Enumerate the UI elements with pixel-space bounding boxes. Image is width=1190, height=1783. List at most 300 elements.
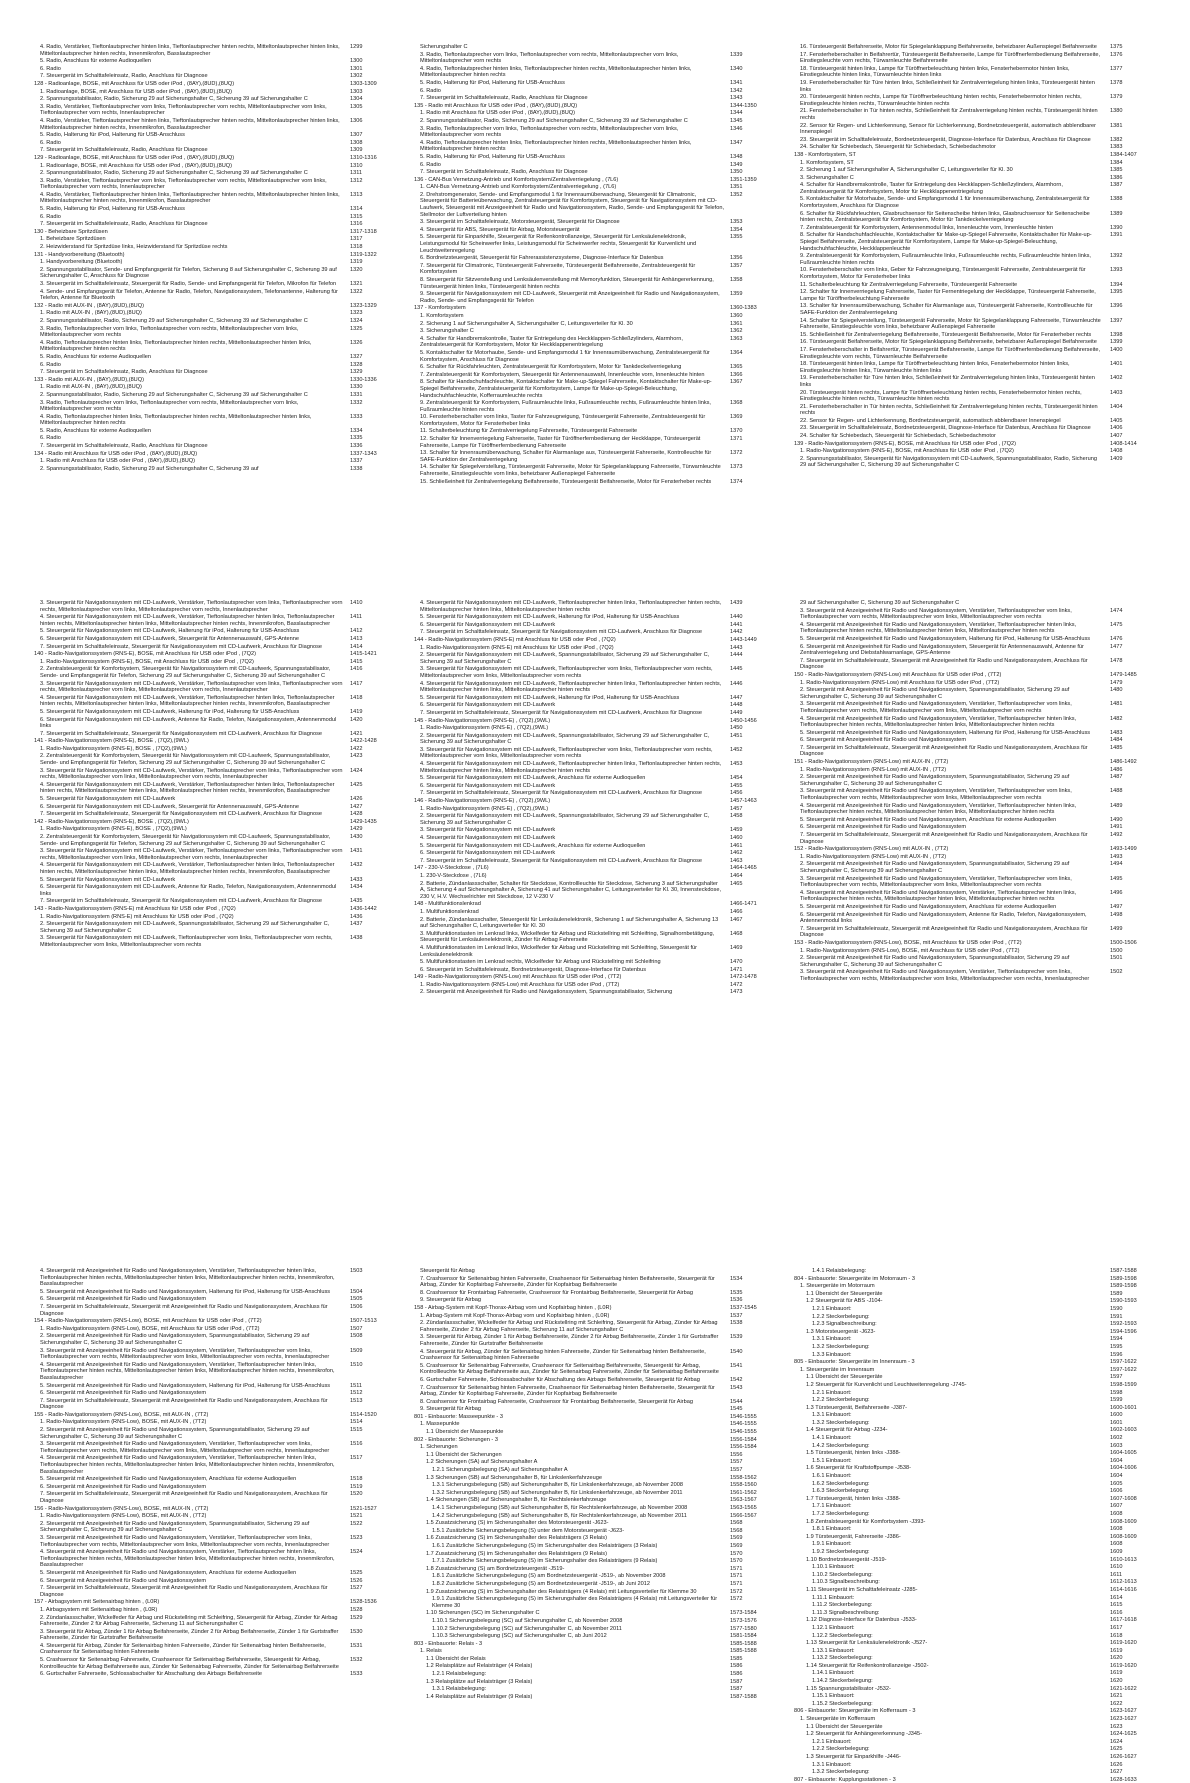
entry-title: 3. Radio, Verstärker, Tieftonlautsprecher vorn links, Tieftonlautsprecher vorn rechts, Mitteltonlautsprecher vorn links, Tieftonlautsprecher vorn rechts, Innenlautsprecher: [40, 177, 327, 191]
toc-entry: [414, 1686, 776, 1693]
entry-page-number: 1577-1580: [730, 1625, 757, 1632]
toc-band: [34, 44, 1156, 564]
entry-page-number: 1573-1584: [730, 1610, 757, 1617]
entry-title: 14. Schalter für Spiegelverstellung, Türsteuergerät Fahrerseite, Motor für Spiegelanklappung Fahrerseite, Türwarnleuchte Fahrerseite, Einstiegsleuchte vorn links, beheizbarer Außenspiegel Fahrerseite: [420, 464, 721, 478]
toc-section-entry: [34, 252, 396, 259]
entry-page-number: 1483: [1110, 729, 1123, 736]
entry-page-number: 1317-1318: [350, 228, 377, 235]
entry-title: 3. Radio, Verstärker, Tieftonlautsprecher vorn links, Tieftonlautsprecher vorn rechts, Mitteltonlautsprecher vorn links, Tieftonlautsprecher vorn rechts, Innenlautsprecher: [40, 103, 327, 117]
toc-section-entry: [414, 1305, 776, 1312]
toc-entry: [794, 418, 1156, 425]
toc-entry: [34, 804, 396, 811]
toc-entry: [794, 1769, 1156, 1776]
entry-title: 807 - Einbauorte: Kupplungsstationen - 3: [794, 1776, 896, 1783]
toc-entry: [414, 710, 776, 717]
entry-page-number: 1429-1435: [350, 818, 377, 825]
entry-page-number: 1571: [730, 1580, 743, 1587]
entry-title: 6. Schalter für Rückfahrleuchten, Glasbruchsensor für Seitenscheibe hinten links, Glasbruchsensor für Seitenscheibe hinten rechts, Zentralsteuergerät für Komfortsystem, Motor für Tankdeckelverriegelung: [800, 210, 1090, 224]
entry-title: 1.9 Türsteuergerät, Fahrerseite -J386-: [806, 1533, 901, 1540]
entry-title: 3. Steuergerät für Navigationssystem mit CD-Laufwerk, Verstärker, Tieftonlautsprecher vorn links, Tieftonlautsprecher vorn rechts, Mitteltonlautsprecher vorn links, Mitteltonlautsprecher vorn rechts, Innenlautsprecher: [40, 600, 343, 613]
entry-page-number: 1600-1601: [1110, 1404, 1137, 1411]
toc-entry: [794, 282, 1156, 289]
entry-title: 1.2.1 Einbauort:: [812, 1389, 852, 1396]
entry-page-number: 1423: [350, 753, 363, 760]
toc-entry: [414, 1566, 776, 1573]
entry-title: 8. Schalter für Handschuhfachleuchte, Kontaktschalter für Make-up-Spiegel Fahrerseite, Kontaktschalter für Make-up-Spiegel Beifahrerseite, Zentralsteuergerät für Komfortsystem, Lampe für Make-up-Spiegel-Beleuchtung, Handschuhfachleuchte, Heckklappenleuchte: [800, 232, 1092, 252]
entry-page-number: 1625: [1110, 1746, 1123, 1753]
entry-title: 6. Steuergerät für Navigationssystem mit CD-Laufwerk, Antenne für Radio, Telefon, Navigationssystem, Antennenmodul links: [40, 716, 337, 730]
entry-title: 6. Steuergerät im Schalttafeleinsatz, Bordnetzsteuergerät, Diagnose-Interface für Datenbus: [420, 966, 647, 973]
toc-entry: [34, 1535, 396, 1548]
entry-title: 806 - Einbauorte: Steuergeräte im Kofferraum - 3: [794, 1708, 916, 1715]
entry-title: 1.5 Zusatzsicherung (S) im Sicherungshalter des Motorsteuergerät -J623-: [426, 1520, 609, 1527]
entry-title: 1. Radio mit AUX-IN , (8AY),(8UD),(8UQ): [40, 310, 142, 317]
toc-entry: [34, 1671, 396, 1678]
toc-entry: [34, 636, 396, 643]
entry-page-number: 1586: [730, 1663, 743, 1670]
toc-entry: [34, 914, 396, 921]
toc-entry: [794, 1663, 1156, 1670]
entry-page-number: 1360: [730, 312, 743, 319]
entry-title: 1. Massepunkte: [420, 1421, 460, 1428]
toc-entry: [414, 66, 776, 79]
entry-page-number: 1525: [350, 1569, 363, 1576]
toc-entry: [414, 321, 776, 328]
entry-title: 6. Steuergerät für Navigationssystem mit CD-Laufwerk: [420, 621, 556, 628]
toc-entry: [794, 361, 1156, 374]
toc-entry: [34, 140, 396, 147]
entry-page-number: 1371: [730, 436, 743, 443]
toc-entry: [414, 291, 776, 304]
toc-entry: [794, 1473, 1156, 1480]
toc-entry: [414, 192, 776, 218]
toc-entry: [794, 44, 1156, 51]
entry-title: 1. 230-V-Steckdose , (7L6): [420, 872, 487, 879]
toc-entry: [414, 1475, 776, 1482]
toc-entry: [414, 1528, 776, 1535]
entry-title: 1. Radio mit Anschluss für USB oder iPod , (8AY),(8UD),(8UQ): [420, 110, 576, 117]
toc-entry: [34, 600, 396, 613]
toc-entry: [414, 1467, 776, 1474]
entry-page-number: 1541: [730, 1362, 743, 1369]
entry-page-number: 1429: [350, 826, 363, 833]
toc-entry: [414, 1505, 776, 1512]
toc-entry: [34, 834, 396, 847]
entry-page-number: 1351: [730, 184, 743, 191]
toc-entry: [414, 313, 776, 320]
entry-title: Steuergerät für Airbag: [420, 1268, 475, 1274]
entry-page-number: 1505: [350, 1296, 363, 1303]
entry-page-number: 1626-1627: [1110, 1754, 1137, 1760]
entry-page-number: 1466-1471: [730, 901, 757, 908]
entry-title: 5. Radio, Anschluss für externe Audioquellen: [40, 427, 152, 434]
entry-page-number: 1338: [350, 465, 363, 472]
entry-page-number: 1587-1588: [1110, 1268, 1137, 1274]
entry-page-number: 1380: [1110, 108, 1123, 115]
entry-page-number: 1360-1383: [730, 305, 757, 312]
entry-page-number: 1436-1442: [350, 905, 377, 912]
toc-entry: [34, 163, 396, 170]
entry-page-number: 1401: [1110, 361, 1123, 368]
toc-entry: [794, 1503, 1156, 1510]
entry-page-number: 1614: [1110, 1594, 1123, 1601]
toc-entry: [794, 1670, 1156, 1677]
entry-title: 2. Spannungsstabilisator, Sende- und Empfangsgerät für Telefon, Sicherung 8 auf Sicherungshalter C, Sicherung 39 auf Sicherungshalter C, Anschluss für Diagnose: [40, 266, 337, 280]
entry-page-number: 1539: [730, 1334, 743, 1341]
entry-title: 139 - Radio-Navigationssystem (RNS-E), BOSE, mit Anschluss für USB oder iPod , (7Q2): [794, 440, 1016, 447]
entry-page-number: 1557: [730, 1459, 743, 1466]
entry-title: 1.3.1 Sicherungsbelegung (SB) auf Sicherungshalter B, für Linkslenkerfahrzeuge, ab November 2008: [432, 1482, 683, 1489]
entry-page-number: 1504: [350, 1288, 363, 1295]
toc-entry: [34, 1348, 396, 1361]
toc-entry: [794, 196, 1156, 209]
entry-page-number: 1361: [730, 320, 743, 327]
entry-title: 11. Schalterbeleuchtung für Zentralverriegelung Fahrerseite, Türsteuergerät Fahrerseite: [420, 428, 638, 435]
toc-entry: [34, 717, 396, 730]
toc-entry: [794, 175, 1156, 182]
entry-page-number: 1604-1606: [1110, 1465, 1137, 1472]
entry-title: 4. Steuergerät mit Anzeigeeinheit für Radio und Navigationssystem, Verstärker, Tieftonlautsprecher hinten links, Tieftonlautsprecher hinten rechts, Mitteltonlautsprecher hinten links, Mitteltonlautsprecher hinten rechts, Innenmikrofon, Basslautsprecher: [40, 1361, 335, 1381]
entry-page-number: 1415-1421: [350, 651, 377, 658]
toc-entry: [34, 236, 396, 243]
entry-title: 2. Zündanlassschalter, Wickelfeder für Airbag und Rückstellring mit Schleifring, Steuergerät für Airbag, Zünder für Airbag Fahrerseite, Zünder 2 für Airbag Fahrerseite, Sicherung 11 auf Sicherungshalter C: [40, 1614, 338, 1628]
entry-page-number: 1319: [350, 259, 363, 266]
toc-entry: [34, 1326, 396, 1333]
entry-title: 5. Radio, Halterung für iPod, Halterung für USB-Anschluss: [420, 153, 565, 160]
entry-title: 149 - Radio-Navigationssystem (RNS-Low) mit Anschluss für USB oder iPod , (7T2): [414, 974, 622, 981]
entry-title: 5. Steuergerät mit Anzeigeeinheit für Radio und Navigationssystem, Halterung für iPod, Halterung für USB-Anschluss: [40, 1288, 331, 1295]
entry-title: 22. Sensor für Regen- und Lichterkennung, Bordnetzsteuergerät, automatisch abblendbarer Innenspiegel: [800, 417, 1061, 424]
entry-title: 16. Türsteuergerät Beifahrerseite, Motor für Spiegelanklappung Beifahrerseite, beheizbarer Außenspiegel Beifahrerseite: [800, 339, 1097, 346]
entry-page-number: 1597-1622: [1110, 1366, 1137, 1373]
toc-entry: [414, 1490, 776, 1497]
toc-section-entry: [794, 1708, 1156, 1715]
entry-title: 1.14.1 Einbauort:: [812, 1670, 855, 1677]
entry-page-number: 1468: [730, 930, 743, 937]
entry-page-number: 1301: [350, 65, 363, 72]
entry-page-number: 1470: [730, 959, 743, 966]
entry-page-number: 1506: [350, 1303, 363, 1310]
toc-entry: [414, 1648, 776, 1655]
toc-section-entry: [414, 1641, 776, 1648]
entry-title: 1.7.1 Einbauort:: [812, 1503, 852, 1510]
entry-page-number: 1537-1545: [730, 1304, 757, 1311]
entry-title: 4. Steuergerät für Navigationssystem mit CD-Laufwerk, Verstärker, Tieftonlautsprecher hinten links, Tieftonlautsprecher hinten rechts, Mitteltonlautsprecher hinten links, Mitteltonlautsprecher hinten rechts, Innenmikrofon, Basslautsprecher: [40, 781, 335, 795]
entry-title: 3. Steuergerät für Navigationssystem mit CD-Laufwerk: [420, 827, 556, 834]
entry-page-number: 1386: [1110, 174, 1123, 181]
entry-title: 1.7.2 Steckerbelegung:: [812, 1511, 870, 1517]
toc-entry: [34, 281, 396, 288]
toc-entry: [794, 1557, 1156, 1564]
entry-title: 22. Sensor für Regen- und Lichterkennung, Sensor für Lichterkennung, Bordnetzsteuergerät, automatisch abblendbarer Innenspiegel: [800, 122, 1097, 136]
toc-entry: [34, 214, 396, 221]
toc-entry: [34, 1491, 396, 1504]
toc-entry: [414, 1399, 776, 1406]
entry-title: 21. Fensterheberschalter in Tür hinten rechts, Schließeinheit für Zentralverriegelung hinten rechts, Türsteuergerät hinten rechts: [800, 403, 1098, 417]
toc-entry: [414, 790, 776, 797]
toc-entry: [414, 806, 776, 813]
toc-entry: [794, 1405, 1156, 1412]
toc-entry: [34, 1427, 396, 1440]
entry-title: 5. Steuergerät mit Anzeigeeinheit für Radio und Navigationssystem, Anschluss für externe Audioquellen: [800, 816, 1057, 823]
entry-page-number: 1422: [350, 745, 363, 752]
toc-entry: [794, 1648, 1156, 1655]
entry-title: 3. Sicherungshalter C: [800, 174, 854, 181]
toc-entry: [794, 1435, 1156, 1442]
entry-title: 29 auf Sicherungshalter C, Sicherung 39 auf Sicherungshalter C: [800, 600, 960, 606]
entry-page-number: 1406: [1110, 425, 1123, 432]
entry-title: 1.8 Zusatzsicherung (S) am Bordnetzsteuergerät -J519-: [426, 1565, 565, 1572]
toc-entry: [34, 392, 396, 399]
entry-page-number: 1591: [1110, 1313, 1123, 1320]
entry-title: 150 - Radio-Navigationssystem (RNS-Low) mit Anschluss für USB oder iPod , (7T2): [794, 671, 1002, 678]
entry-title: 132 - Radio mit AUX-IN , (8AY),(8UD),(8UQ): [34, 302, 144, 309]
entry-page-number: 1451: [730, 732, 743, 739]
entry-title: 5. Steuergerät für Navigationssystem mit CD-Laufwerk: [40, 876, 176, 883]
toc-entry: [414, 850, 776, 857]
entry-page-number: 1455: [730, 782, 743, 789]
toc-entry: [794, 716, 1156, 729]
toc-entry: [34, 746, 396, 753]
entry-page-number: 1339: [730, 51, 743, 58]
entry-title: 1.6 Zusatzsicherung (S) im Sicherungshalter des Relaisträgers (3 Relais): [426, 1535, 607, 1542]
entry-page-number: 1337: [350, 458, 363, 465]
entry-title: 1. Steuergeräte im Kofferraum: [800, 1716, 876, 1723]
entry-page-number: 1607: [1110, 1503, 1123, 1510]
entry-page-number: 1366: [730, 371, 743, 378]
entry-title: 1. Radio-Navigationssystem (RNS-E), BOSE , (7Q2),(9WL): [40, 826, 187, 833]
entry-title: 3. Steuergerät für Navigationssystem mit CD-Laufwerk, Tieftonlautsprecher vorn links, Tieftonlautsprecher vorn rechts, Mitteltonlautsprecher vorn links, Mitteltonlautsprecher vorn rechts: [40, 935, 333, 948]
toc-entry: [794, 730, 1156, 737]
entry-title: 3. Steuergerät für Navigationssystem mit CD-Laufwerk, Tieftonlautsprecher vorn links, Tieftonlautsprecher vorn rechts, Mitteltonlautsprecher vorn links, Mitteltonlautsprecher vorn rechts: [420, 666, 713, 679]
entry-title: 1.4.1 Einbauort:: [812, 1435, 852, 1442]
toc-entry: [794, 600, 1156, 607]
toc-entry: [34, 753, 396, 766]
entry-page-number: 1601: [1110, 1419, 1123, 1426]
entry-title: 1. Radio-Navigationssystem (RNS-Low) mit Anschluss für USB oder iPod , (7T2): [420, 981, 620, 988]
entry-title: 6. Radio: [40, 213, 61, 220]
entry-title: 4. Radio, Verstärker, Tieftonlautsprecher hinten links, Tieftonlautsprecher hinten rechts, Mitteltonlautsprecher hinten links, Mitteltonlautsprecher hinten rechts, Innenmikrofon, Basslautsprecher: [40, 191, 340, 205]
entry-title: 11. Schalterbeleuchtung für Zentralverriegelung Fahrerseite, Türsteuergerät Fahrerseite: [800, 281, 1018, 288]
toc-entry: [794, 347, 1156, 360]
entry-title: 153 - Radio-Navigationssystem (RNS-Low), BOSE, mit Anschluss für USB oder iPod , (7T2): [794, 939, 1022, 946]
entry-page-number: 1610-1613: [1110, 1556, 1137, 1563]
entry-title: 1.15 Spannungsstabilisator -J532-: [806, 1685, 891, 1692]
toc-entry: [34, 681, 396, 694]
toc-entry: [794, 1390, 1156, 1397]
toc-entry: [414, 379, 776, 399]
entry-title: 1.12.1 Einbauort:: [812, 1624, 855, 1631]
toc-entry: [414, 1421, 776, 1428]
entry-page-number: 1300: [350, 58, 363, 65]
entry-title: 1.6.3 Steckerbelegung:: [812, 1488, 870, 1495]
toc-entry: [414, 414, 776, 427]
entry-title: 7. Steuergerät im Schalttafeleinsatz, Radio, Anschluss für Diagnose: [40, 221, 208, 228]
entry-title: 5. Radio, Halterung für iPod, Halterung für USB-Anschluss: [40, 132, 185, 139]
entry-title: 136 - CAN-Bus Vernetzung-Antrieb und Komfortsystem/Zentralverriegelung , (7L6): [414, 176, 619, 183]
toc-entry: [794, 955, 1156, 968]
entry-title: 1.2.1 Einbauort:: [812, 1738, 852, 1745]
entry-page-number: 1514-1520: [350, 1411, 377, 1418]
entry-title: 4. Radio, Verstärker, Tieftonlautsprecher hinten links, Tieftonlautsprecher hinten rechts, Mitteltonlautsprecher hinten links, Mitteltonlautsprecher hinten rechts, Innenmikrofon, Basslautsprecher: [40, 44, 340, 57]
entry-page-number: 1586: [730, 1671, 743, 1678]
entry-page-number: 1513: [350, 1397, 363, 1404]
entry-page-number: 1476: [1110, 635, 1123, 642]
entry-title: 1.6 Steuergerät für Kraftstoffpumpe -J538-: [806, 1465, 911, 1472]
entry-title: 2. Steuergerät mit Anzeigeeinheit für Radio und Navigationssystem, Spannungsstabilisator, Sicherung 29 auf Sicherungshalter C, Sicherung 39 auf Sicherungshalter C: [40, 1333, 310, 1346]
entry-page-number: 1472: [730, 981, 743, 988]
toc-entry: [34, 221, 396, 228]
entry-title: 7. Zentralsteuergerät für Komfortsystem, Antennenmodul links, Innenleuchte vorn, Innenleuchte hinten: [800, 224, 1054, 231]
entry-page-number: 1320: [350, 266, 363, 273]
toc-entry: [34, 435, 396, 442]
entry-page-number: 1623: [1110, 1723, 1123, 1730]
entry-page-number: 1450: [730, 725, 743, 732]
toc-entry: [34, 614, 396, 627]
entry-title: 3. Multifunktionstasten im Lenkrad links, Wickelfeder für Airbag und Rückstellring mit Schleifring, Signalhornbetätigung, Steuergerät für Lenksäulenelektronik, Zünder für Airbag Fahrerseite: [420, 930, 715, 944]
toc-section-entry: [34, 819, 396, 826]
toc-entry: [794, 1298, 1156, 1305]
toc-section-entry: [794, 1777, 1156, 1783]
entry-title: 5. Steuergerät für Navigationssystem mit CD-Laufwerk, Halterung für iPod, Halterung für USB-Anschluss: [40, 628, 300, 635]
toc-entry: [34, 666, 396, 679]
toc-entry: [794, 448, 1156, 455]
entry-page-number: 1436: [350, 913, 363, 920]
entry-page-number: 1410: [350, 600, 363, 606]
entry-title: 138 - Komfortsystem, ST: [794, 151, 856, 158]
entry-page-number: 1432: [350, 862, 363, 869]
toc-section-entry: [794, 846, 1156, 853]
toc-entry: [794, 1511, 1156, 1518]
entry-title: 4. Schalter für Handbremskontrolle, Taster für Entriegelung des Heckklappen-Schließzylinders, Alarmhorn, Zentralsteuergerät für Komfortsystem, Motor für Heckklappenentriegelung: [420, 335, 683, 349]
toc-entry: [794, 1519, 1156, 1526]
toc-entry: [414, 255, 776, 262]
toc-entry: [34, 1484, 396, 1491]
toc-section-entry: [794, 441, 1156, 448]
entry-title: 8. Schalter für Handschuhfachleuchte, Kontaktschalter für Make-up-Spiegel Fahrerseite, Kontaktschalter für Make-up-Spiegel Beifahrerseite, Zentralsteuergerät für Komfortsystem, Lampe für Make-up-Spiegel-Beleuchtung, Handschuhfachleuchte, Kofferraumleuchte rechts: [420, 379, 712, 399]
toc-entry: [34, 644, 396, 651]
toc-entry: [414, 835, 776, 842]
toc-section-entry: [794, 1359, 1156, 1366]
toc-entry: [34, 310, 396, 317]
entry-title: 7. Steuergerät im Schalttafeleinsatz, Steuergerät mit Anzeigeeinheit für Radio und Navigationssystem, Anschluss für Diagnose: [800, 657, 1088, 671]
entry-page-number: 1620: [1110, 1678, 1123, 1685]
entry-page-number: 1345: [730, 117, 743, 124]
toc-section-entry: [414, 901, 776, 908]
entry-title: 7. Steuergerät im Schalttafeleinsatz, Steuergerät mit Anzeigeeinheit für Radio und Navigationssystem, Anschluss für Diagnose: [800, 744, 1088, 758]
entry-title: 2. Zündanlassschalter, Wickelfeder für Airbag und Rückstellring mit Schleifring, Steuergerät für Airbag, Zünder für Airbag Fahrerseite, Zünder 2 für Airbag Fahrerseite, Sicherung 11 auf Sicherungshalter C: [420, 1320, 718, 1333]
entry-title: 5. Steuergerät für Navigationssystem mit CD-Laufwerk: [40, 796, 176, 803]
entry-title: 1.10 Bordnetzsteuergerät -J519-: [806, 1556, 887, 1563]
toc-entry: [34, 118, 396, 131]
entry-page-number: 1608: [1110, 1541, 1123, 1548]
entry-page-number: 1302: [350, 73, 363, 80]
toc-entry: [794, 1458, 1156, 1465]
entry-title: 7. Steuergerät im Schalttafeleinsatz, Steuergerät für Navigationssystem mit CD-Laufwerk, Anschluss für Diagnose: [40, 811, 322, 818]
entry-page-number: 1299: [350, 44, 363, 50]
entry-title: 148 - Multifunktionslenkrad: [414, 901, 481, 908]
entry-title: 7. Steuergerät im Schalttafeleinsatz, Steuergerät mit Anzeigeeinheit für Radio und Navigationssystem, Anschluss für Diagnose: [40, 1303, 328, 1317]
toc-entry: [34, 147, 396, 154]
entry-title: 143 - Radio-Navigationssystem (RNS-E) mit Anschluss für USB oder iPod , (7Q2): [34, 905, 236, 912]
entry-title: 21. Fensterheberschalter in Tür hinten rechts, Schließeinheit für Zentralverriegelung hinten rechts, Türsteuergerät hinten rechts: [800, 108, 1098, 121]
entry-page-number: 1327: [350, 353, 363, 360]
entry-page-number: 1377: [1110, 65, 1123, 72]
toc-entry: [34, 862, 396, 875]
toc-entry: [414, 464, 776, 477]
entry-page-number: 1373: [730, 464, 743, 471]
entry-title: 1. Relais: [420, 1648, 442, 1655]
entry-title: 6. Steuergerät für Navigationssystem mit CD-Laufwerk: [420, 782, 556, 789]
toc-entry: [414, 1520, 776, 1527]
entry-page-number: 1511: [350, 1382, 363, 1389]
toc-entry: [34, 1513, 396, 1520]
entry-page-number: 1614-1616: [1110, 1586, 1137, 1593]
entry-title: 1.2.3 Signalbeschreibung:: [812, 1321, 877, 1328]
entry-title: 1.6.1 Einbauort:: [812, 1473, 852, 1480]
entry-title: 4. Sende- und Empfangsgerät für Telefon, Antenne für Radio, Telefon, Navigationssystem, Telefonantenne, Halterung für Telefon, Antenne für Bluetooth: [40, 288, 338, 302]
entry-page-number: 1604: [1110, 1473, 1123, 1480]
toc-entry: [414, 1406, 776, 1413]
entry-page-number: 1519: [350, 1483, 363, 1490]
toc-entry: [794, 912, 1156, 925]
entry-page-number: 1434: [350, 884, 363, 891]
toc-entry: [34, 66, 396, 73]
toc-entry: [34, 369, 396, 376]
toc-section-entry: [34, 1412, 396, 1419]
entry-page-number: 1589: [1110, 1290, 1123, 1297]
entry-title: 16. Türsteuergerät Beifahrerseite, Motor für Spiegelanklappung Beifahrerseite, beheizbarer Außenspiegel Beifahrerseite: [800, 44, 1097, 50]
toc-entry: [414, 436, 776, 449]
toc-entry: [414, 1551, 776, 1558]
toc-section-entry: [794, 152, 1156, 159]
entry-title: 3. Radio, Tieftonlautsprecher vorn links, Tieftonlautsprecher vorn rechts, Mitteltonlautsprecher vorn links, Mitteltonlautsprecher vorn rechts: [40, 399, 299, 413]
entry-title: 128 - Radioanlage, BOSE, mit Anschluss für USB oder iPod , (8AY),(8UD),(8UQ): [34, 80, 235, 87]
toc-section-entry: [794, 672, 1156, 679]
entry-title: 5. Crashsensor für Seitenairbag Fahrerseite, Crashsensor für Seitenairbag Beifahrerseite, Steuergerät für Airbag, Kontrollleuchte für Airbag Beifahrerseite aus, Zünder für Seitenairbag Fahrerseite, Zünder für Seitenairbag Beifahrerseite: [40, 1657, 339, 1670]
toc-section-entry: [34, 738, 396, 745]
entry-title: 10. Fensterheberschalter vorn links, Taster für Fahrzeugneigung, Türsteuergerät Fahrerseite, Zentralsteuergerät für Komfortsystem, Motor für Fensterheber links: [420, 414, 706, 427]
entry-title: 1. Radio mit AUX-IN , (8AY),(8UD),(8UQ): [40, 384, 142, 391]
toc-section-entry: [414, 637, 776, 644]
toc-entry: [414, 1363, 776, 1376]
toc-entry: [794, 745, 1156, 758]
entry-title: 1.11.3 Signalbeschreibung:: [812, 1609, 880, 1616]
entry-page-number: 1533: [350, 1671, 363, 1678]
entry-page-number: 1317: [350, 236, 363, 243]
toc-entry: [794, 1739, 1156, 1746]
entry-title: 2. Steuergerät mit Anzeigeeinheit für Radio und Navigationssystem, Spannungsstabilisator, Sicherung: [420, 989, 673, 996]
toc-entry: [34, 1521, 396, 1534]
toc-entry: [794, 1397, 1156, 1404]
toc-entry: [794, 1496, 1156, 1503]
entry-title: 4. Steuergerät für Navigationssystem mit CD-Laufwerk, Tieftonlautsprecher hinten links, Tieftonlautsprecher hinten rechts, Mitteltonlautsprecher hinten links, Mitteltonlautsprecher hinten rechts: [420, 680, 722, 694]
toc-entry: [794, 1564, 1156, 1571]
toc-entry: [34, 1268, 396, 1288]
toc-entry: [414, 1334, 776, 1347]
entry-page-number: 1587: [730, 1678, 743, 1685]
toc-entry: [34, 267, 396, 280]
entry-title: 1. Radio-Navigationssystem (RNS-E) mit Anschluss für USB oder iPod , (7Q2): [40, 913, 234, 920]
entry-title: 2. Batterie, Zündanlassschalter, Schalter für Steckdose, Kontrollleuchte für Steckdose, Sicherung 3 auf Sicherungshalter A, Sicherung 4 auf Sicherungshalter A, Sicherung 41 auf Sicherungshalter C, Leitungsverteiler für Kl. 30, Innensteckdose, 230 V, H.V. Wechselrichter mit Steckdose, 12 V-230 V: [420, 880, 721, 900]
entry-title: 12. Schalter für Innenverriegelung Fahrerseite, Taster für Türöffnerfernbedienung der Heckklappe, Türsteuergerät Fahrerseite, Lampe für Türöffnerfernbedienung Fahrerseite: [420, 436, 701, 449]
entry-page-number: 1321: [350, 281, 363, 287]
toc-entry: [34, 73, 396, 80]
entry-title: 4. Steuergerät mit Anzeigeeinheit für Radio und Navigationssystem, Verstärker, Tieftonlautsprecher hinten links, Tieftonlautsprecher hinten rechts, Mitteltonlautsprecher hinten links, Mitteltonlautsprecher hinten rechts: [800, 621, 1077, 635]
entry-page-number: 1382: [1110, 136, 1123, 143]
toc-entry: [794, 375, 1156, 388]
toc-entry: [414, 622, 776, 629]
